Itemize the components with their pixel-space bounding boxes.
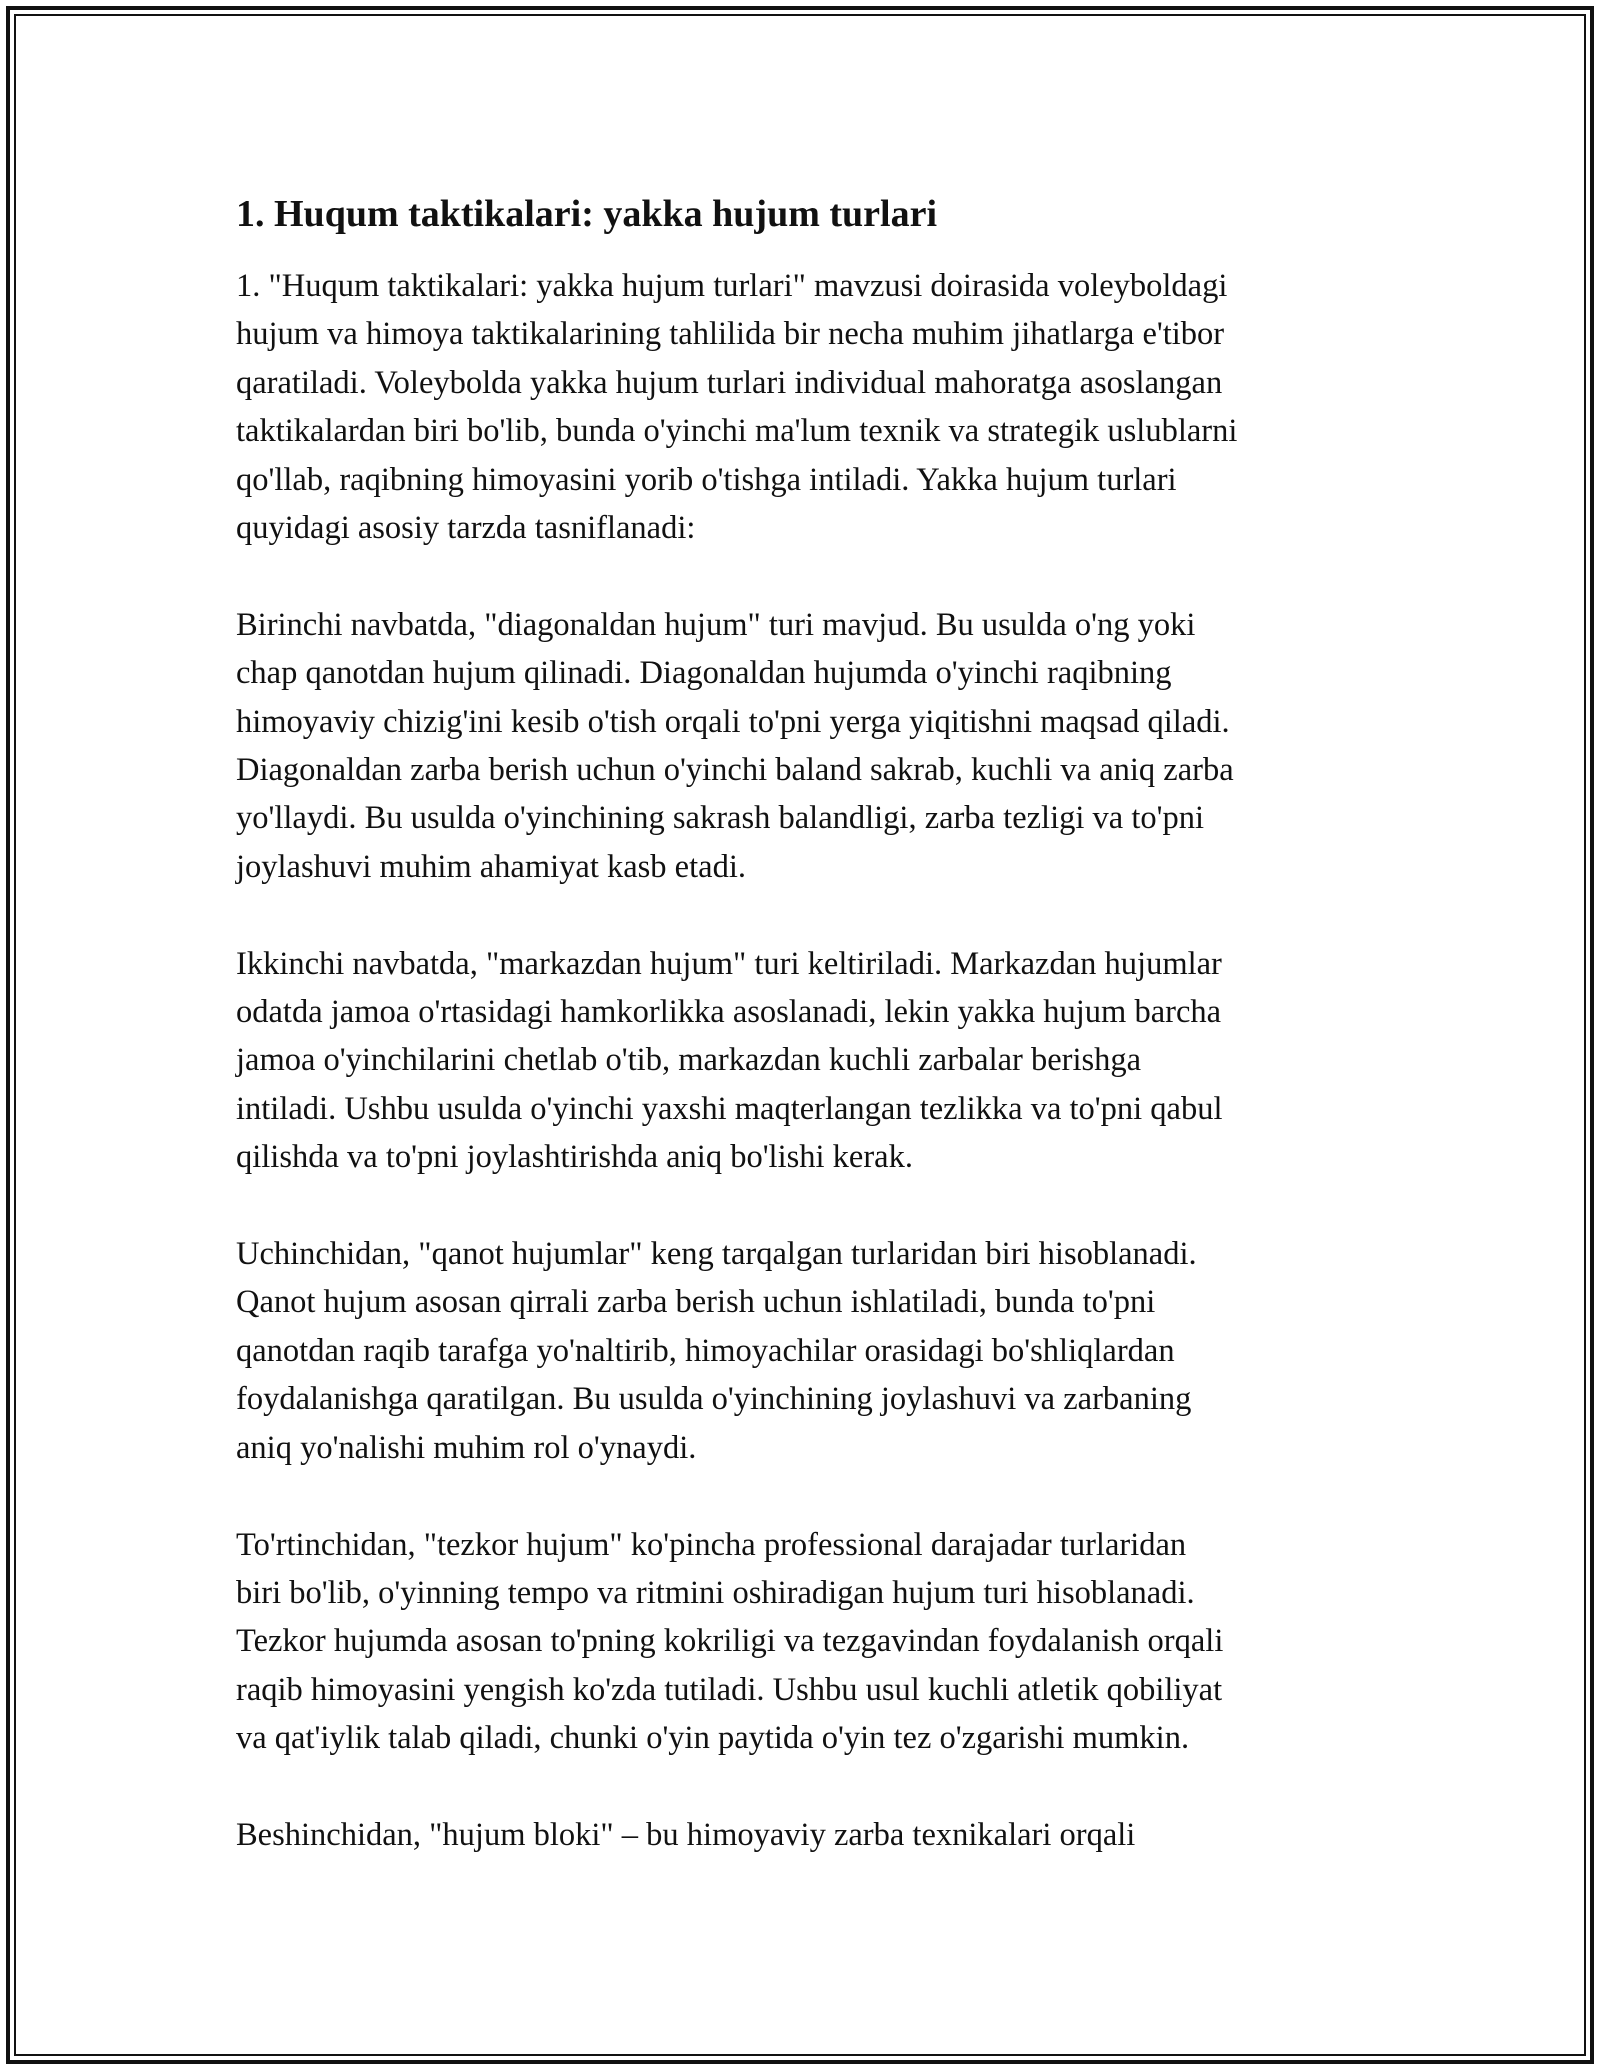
body-paragraph bbox=[236, 262, 1376, 552]
paragraph-line: Diagonaldan zarba berish uchun o'yinchi baland sakrab, kuchli va aniq zarba bbox=[236, 752, 1234, 789]
paragraph-line: qo'llab, raqibning himoyasini yorib o'tishga intiladi. Yakka hujum turlari bbox=[236, 461, 1177, 498]
paragraph-line: raqib himoyasini yengish ko'zda tutiladi. Ushbu usul kuchli atletik qobiliyat bbox=[236, 1671, 1223, 1708]
paragraph-line: intiladi. Ushbu usulda o'yinchi yaxshi maqterlangan tezlikka va to'pni qabul bbox=[236, 1090, 1223, 1127]
paragraph-line: yo'llaydi. Bu usulda o'yinchining sakrash balandligi, zarba tezligi va to'pni bbox=[236, 800, 1204, 837]
paragraph-line: qanotdan raqib tarafga yo'naltirib, himoyachilar orasidagi bo'shliqlardan bbox=[236, 1332, 1175, 1369]
paragraph-line: Qanot hujum asosan qirrali zarba berish uchun ishlatiladi, bunda to'pni bbox=[236, 1284, 1156, 1321]
body-paragraph bbox=[236, 1521, 1376, 1763]
paragraph-line: qilishda va to'pni joylashtirishda aniq bo'lishi kerak. bbox=[236, 1139, 913, 1176]
document-body bbox=[236, 186, 1376, 1908]
body-paragraph bbox=[236, 601, 1376, 891]
paragraph-line: quyidagi asosiy tarzda tasniflanadi: bbox=[236, 510, 696, 547]
paragraph-line: himoyaviy chizig'ini kesib o'tish orqali to'pni yerga yiqitishni maqsad qiladi. bbox=[236, 703, 1230, 740]
page-title: 1. Huqum taktikalari: yakka hujum turlari bbox=[236, 193, 937, 235]
paragraph-line: 1. "Huqum taktikalari: yakka hujum turlari" mavzusi doirasida voleyboldagi bbox=[236, 268, 1228, 304]
paragraph-line: va qat'iylik talab qiladi, chunki o'yin paytida o'yin tez o'zgarishi mumkin. bbox=[236, 1720, 1190, 1757]
paragraph-list bbox=[236, 262, 1376, 1859]
body-paragraph bbox=[236, 1230, 1376, 1472]
paragraph-line: chap qanotdan hujum qilinadi. Diagonaldan hujumda o'yinchi raqibning bbox=[236, 655, 1172, 692]
paragraph-line: Ikkinchi navbatda, "markazdan hujum" turi keltiriladi. Markazdan hujumlar bbox=[236, 945, 1222, 982]
paragraph-line: Beshinchidan, "hujum bloki" – bu himoyaviy zarba texnikalari orqali bbox=[236, 1816, 1136, 1853]
paragraph-line: hujum va himoya taktikalarining tahlilida bir necha muhim jihatlarga e'tibor bbox=[236, 316, 1225, 353]
paragraph-line: Uchinchidan, "qanot hujumlar" keng tarqalgan turlaridan biri hisoblanadi. bbox=[236, 1236, 1197, 1273]
paragraph-line: odatda jamoa o'rtasidagi hamkorlikka asoslanadi, lekin yakka hujum barcha bbox=[236, 994, 1222, 1031]
paragraph-line: Birinchi navbatda, "diagonaldan hujum" turi mavjud. Bu usulda o'ng yoki bbox=[236, 606, 1196, 643]
paragraph-line: qaratiladi. Voleybolda yakka hujum turlari individual mahoratga asoslangan bbox=[236, 364, 1223, 401]
paragraph-line: aniq yo'nalishi muhim rol o'ynaydi. bbox=[236, 1429, 697, 1466]
paragraph-line: foydalanishga qaratilgan. Bu usulda o'yinchining joylashuvi va zarbaning bbox=[236, 1381, 1192, 1418]
paragraph-line: Tezkor hujumda asosan to'pning kokriligi va tezgavindan foydalanish orqali bbox=[236, 1623, 1224, 1660]
paragraph-line: taktikalardan biri bo'lib, bunda o'yinchi ma'lum texnik va strategik uslublarni bbox=[236, 413, 1238, 450]
paragraph-line: joylashuvi muhim ahamiyat kasb etadi. bbox=[236, 848, 746, 885]
paragraph-line: jamoa o'yinchilarini chetlab o'tib, markazdan kuchli zarbalar berishga bbox=[236, 1042, 1142, 1079]
paragraph-line: To'rtinchidan, "tezkor hujum" ko'pincha professional darajadar turlaridan bbox=[236, 1526, 1187, 1563]
body-paragraph bbox=[236, 940, 1376, 1182]
paragraph-line: biri bo'lib, o'yinning tempo va ritmini oshiradigan hujum turi hisoblanadi. bbox=[236, 1574, 1195, 1611]
body-paragraph bbox=[236, 1811, 1376, 1859]
